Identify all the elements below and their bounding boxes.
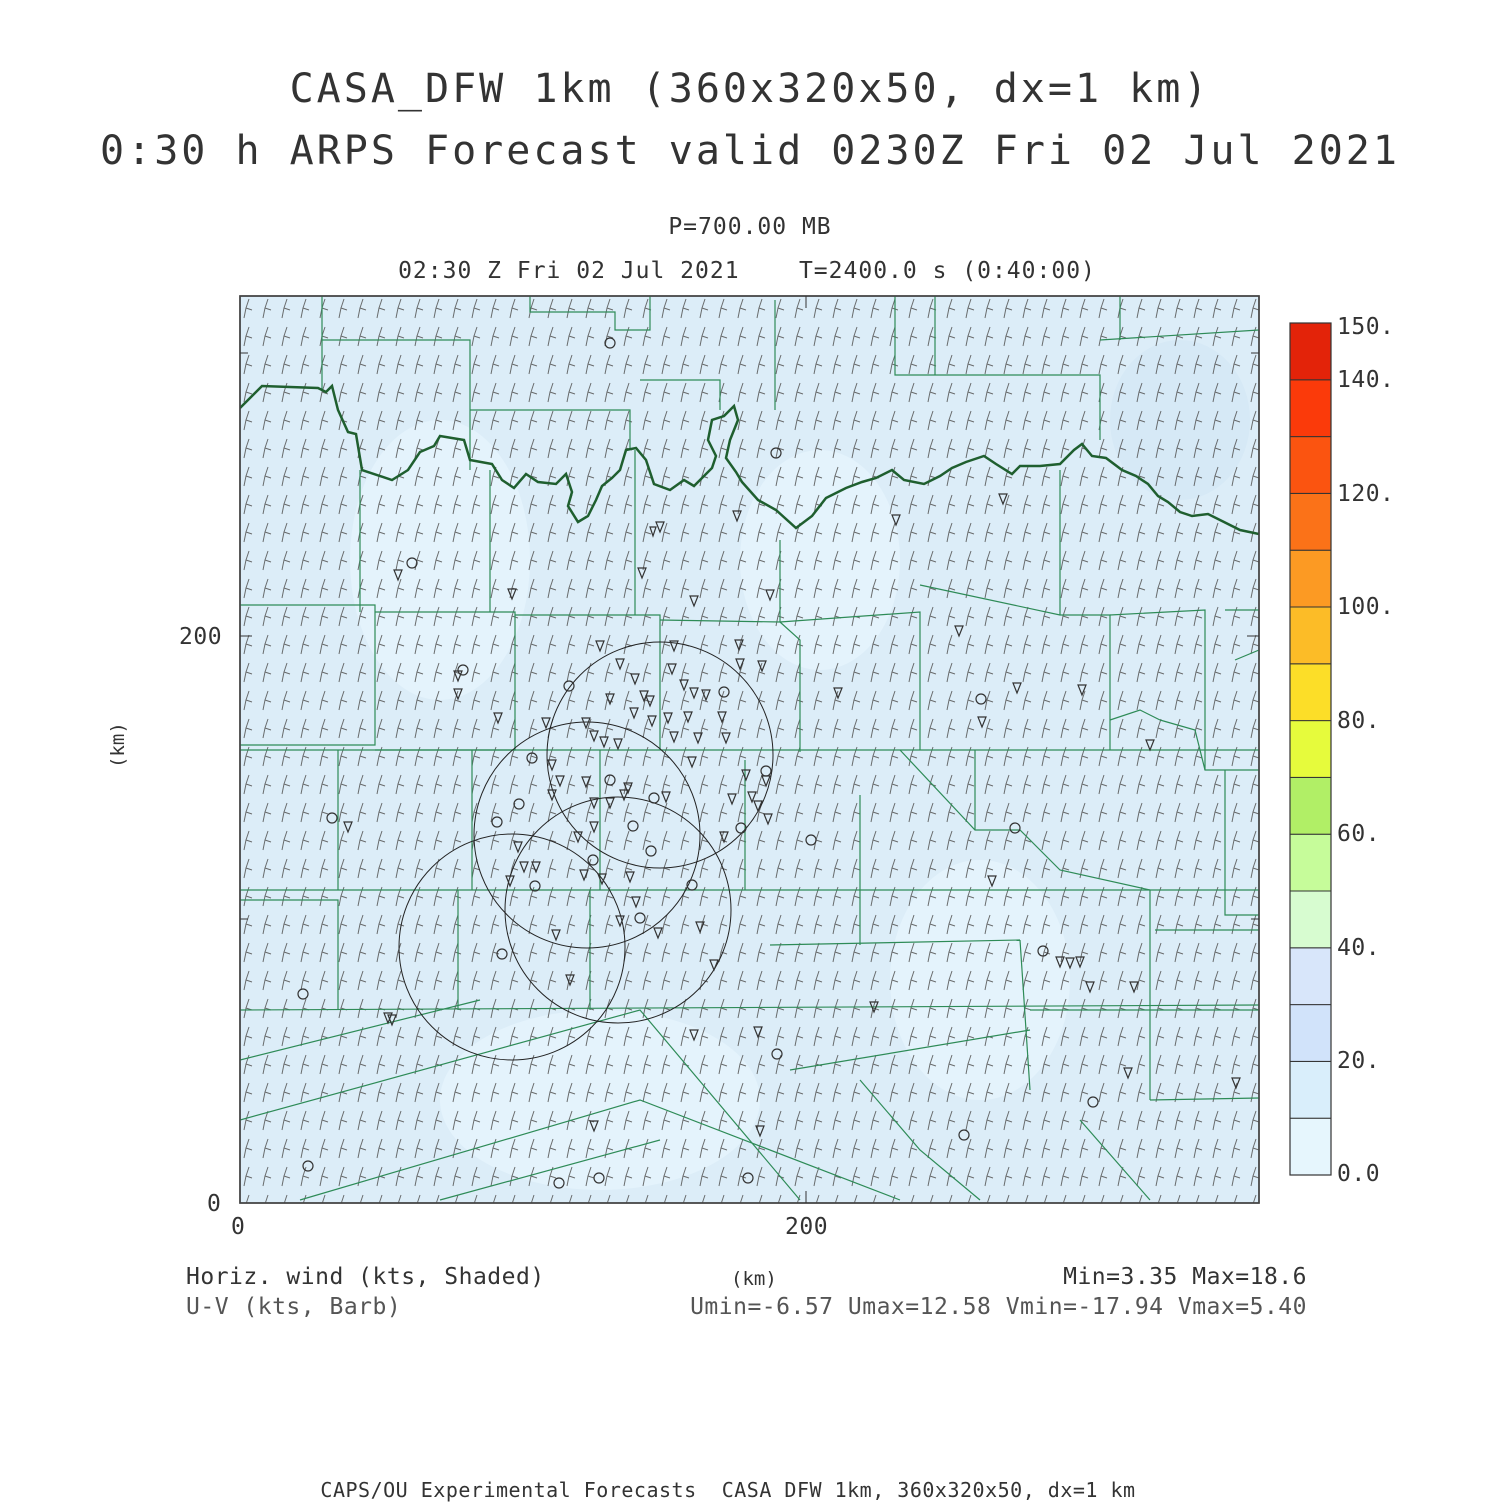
- colorbar-label-100: 100.: [1337, 594, 1395, 620]
- colorbar-segment: [1290, 1118, 1331, 1175]
- x-tick-200: 200: [785, 1214, 829, 1240]
- min-max-stats: Min=3.35 Max=18.6: [1063, 1264, 1307, 1290]
- shaded-field-label: Horiz. wind (kts, Shaded): [186, 1264, 545, 1290]
- colorbar-label-40: 40.: [1337, 935, 1381, 961]
- y-tick-0: 0: [207, 1191, 222, 1217]
- uv-stats: Umin=-6.57 Umax=12.58 Vmin=-17.94 Vmax=5.40: [690, 1294, 1307, 1320]
- colorbar-segment: [1290, 323, 1331, 380]
- valid-time-label: 02:30 Z Fri 02 Jul 2021 T=2400.0 s (0:40:00): [398, 258, 1096, 284]
- pressure-level-label: P=700.00 MB: [668, 214, 832, 240]
- barb-field-label: U-V (kts, Barb): [186, 1294, 402, 1320]
- colorbar-label-80: 80.: [1337, 708, 1381, 734]
- x-tick-0: 0: [231, 1214, 246, 1240]
- colorbar-segment: [1290, 777, 1331, 834]
- colorbar-label-120: 120.: [1337, 481, 1395, 507]
- colorbar-segment: [1290, 1061, 1331, 1118]
- credit-line: CAPS/OU Experimental Forecasts CASA DFW 1km, 360x320x50, dx=1 km: [320, 1478, 1136, 1502]
- y-tick-200: 200: [179, 624, 223, 650]
- colorbar-label-150: 150.: [1337, 314, 1395, 340]
- colorbar-label-0: 0.0: [1337, 1161, 1381, 1187]
- colorbar-segment: [1290, 380, 1331, 437]
- colorbar-segment: [1290, 550, 1331, 607]
- colorbar-label-140: 140.: [1337, 367, 1395, 393]
- colorbar-segment: [1290, 948, 1331, 1005]
- colorbar-segment: [1290, 1005, 1331, 1062]
- colorbar-segment: [1290, 493, 1331, 550]
- title-line-2: 0:30 h ARPS Forecast valid 0230Z Fri 02 Jul 2021: [100, 128, 1400, 174]
- colorbar-label-60: 60.: [1337, 821, 1381, 847]
- colorbar: [1290, 323, 1331, 1175]
- colorbar-segment: [1290, 607, 1331, 664]
- colorbar-segment: [1290, 437, 1331, 494]
- colorbar-label-20: 20.: [1337, 1048, 1381, 1074]
- title-line-1: CASA_DFW 1km (360x320x50, dx=1 km): [289, 66, 1211, 112]
- colorbar-segment: [1290, 721, 1331, 778]
- x-axis-label: (km): [731, 1268, 777, 1290]
- colorbar-segment: [1290, 664, 1331, 721]
- colorbar-segment: [1290, 834, 1331, 891]
- y-axis-label: (km): [107, 722, 129, 768]
- colorbar-segment: [1290, 891, 1331, 948]
